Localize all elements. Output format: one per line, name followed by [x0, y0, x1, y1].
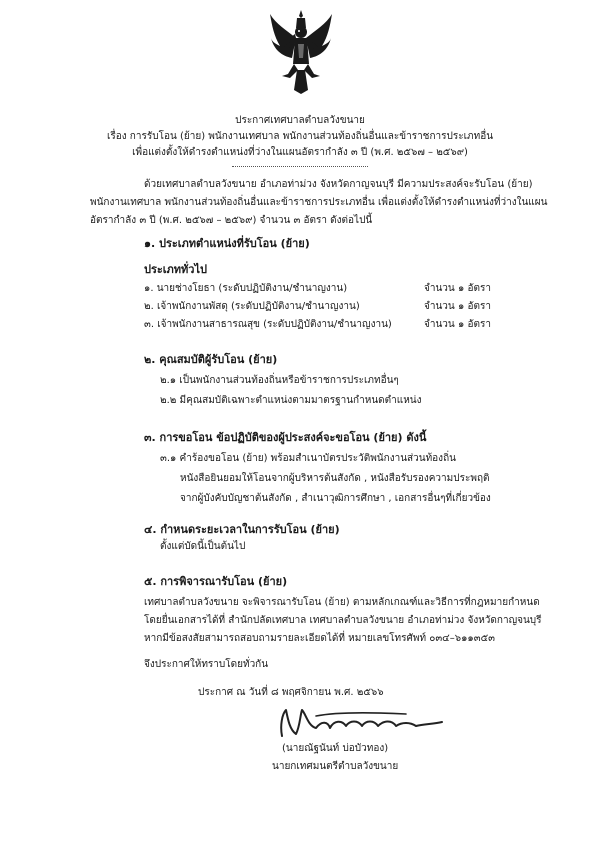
position-1-count: จำนวน ๑ อัตรา [424, 283, 491, 294]
intro-line-1: ด้วยเทศบาลตำบลวังขนาย อำเภอท่าม่วง จังหวัดกาญจนบุรี มีความประสงค์จะรับโอน (ย้าย) [144, 179, 533, 190]
section-3-line-3: จากผู้บังคับบัญชาต้นสังกัด , สำเนาวุฒิการศึกษา , เอกสารอื่นๆที่เกี่ยวข้อง [180, 493, 491, 504]
section-4-heading: ๔. กำหนดระยะเวลาในการรับโอน (ย้าย) [144, 523, 340, 536]
section-3-line-2: หนังสือยินยอมให้โอนจากผู้บริหารต้นสังกัด , หนังสือรับรองความประพฤติ [180, 473, 490, 484]
section-2-item-1: ๒.๑ เป็นพนักงานส่วนท้องถิ่นหรือข้าราชการประเภทอื่นๆ [160, 375, 399, 386]
position-3-name: ๓. เจ้าพนักงานสาธารณสุข (ระดับปฏิบัติงาน/ชำนาญงาน) [144, 319, 392, 330]
section-3-heading: ๓. การขอโอน ข้อปฏิบัติของผู้ประสงค์จะขอโอน (ย้าย) ดังนี้ [144, 431, 427, 444]
section-4-line-1: ตั้งแต่บัดนี้เป็นต้นไป [160, 541, 246, 552]
position-3-count: จำนวน ๑ อัตรา [424, 319, 491, 330]
section-2-heading: ๒. คุณสมบัติผู้รับโอน (ย้าย) [144, 353, 278, 366]
section-5-heading: ๕. การพิจารณารับโอน (ย้าย) [144, 575, 288, 588]
announcement-org: ประกาศเทศบาลตำบลวังขนาย [235, 115, 365, 126]
section-2-item-2: ๒.๒ มีคุณสมบัติเฉพาะตำแหน่งตามมาตรฐานกำหนดตำแหน่ง [160, 395, 422, 406]
closing-notice: จึงประกาศให้ทราบโดยทั่วกัน [144, 659, 269, 670]
section-5-line-2: โดยยื่นเอกสารได้ที่ สำนักปลัดเทศบาล เทศบาลตำบลวังขนาย อำเภอท่าม่วง จังหวัดกาญจนบุรี [144, 615, 542, 626]
position-2-name: ๒. เจ้าพนักงานพัสดุ (ระดับปฏิบัติงาน/ชำนาญงาน) [144, 301, 360, 312]
section-5-line-1: เทศบาลตำบลวังขนาย จะพิจารณารับโอน (ย้าย) ตามหลักเกณฑ์และวิธีการที่กฎหมายกำหนด [144, 597, 540, 608]
header-divider [232, 166, 368, 167]
intro-line-2: พนักงานเทศบาล พนักงานส่วนท้องถิ่นอื่นและข้าราชการประเภทอื่น เพื่อแต่งตั้งให้ดำรงตำแหน่งที่ว่างในแผน [90, 197, 548, 208]
handwritten-signature-icon [276, 706, 446, 740]
closing-date: ประกาศ ณ วันที่ ๘ พฤศจิกายน พ.ศ. ๒๕๖๖ [198, 687, 384, 698]
announcement-subject-line-2: เพื่อแต่งตั้งให้ดำรงตำแหน่งที่ว่างในแผนอัตรากำลัง ๓ ปี (พ.ศ. ๒๕๖๗ – ๒๕๖๙) [132, 147, 468, 158]
position-1-name: ๑. นายช่างโยธา (ระดับปฏิบัติงาน/ชำนาญงาน) [144, 283, 348, 294]
announcement-subject-line-1: เรื่อง การรับโอน (ย้าย) พนักงานเทศบาล พนักงานส่วนท้องถิ่นอื่นและข้าราชการประเภทอื่น [106, 131, 494, 142]
position-2-count: จำนวน ๑ อัตรา [424, 301, 491, 312]
intro-line-3: อัตรากำลัง ๓ ปี (พ.ศ. ๒๕๖๗ – ๒๕๖๙) จำนวน ๓ อัตรา ดังต่อไปนี้ [90, 215, 373, 226]
section-5-line-3: หากมีข้อสงสัยสามารถสอบถามรายละเอียดได้ที่ หมายเลขโทรศัพท์ ๐๓๔–๖๑๑๓๕๓ [144, 633, 496, 644]
signer-name: (นายณัฐนันท์ บ่อบัวทอง) [282, 743, 389, 754]
section-1-heading: ๑. ประเภทตำแหน่งที่รับโอน (ย้าย) [144, 237, 310, 250]
garuda-emblem-icon [268, 8, 334, 96]
section-1-subheading: ประเภททั่วไป [144, 263, 208, 276]
signer-title: นายกเทศมนตรีตำบลวังขนาย [272, 761, 399, 772]
section-3-line-1: ๓.๑ คำร้องขอโอน (ย้าย) พร้อมสำเนาบัตรประวัติพนักงานส่วนท้องถิ่น [160, 453, 456, 464]
